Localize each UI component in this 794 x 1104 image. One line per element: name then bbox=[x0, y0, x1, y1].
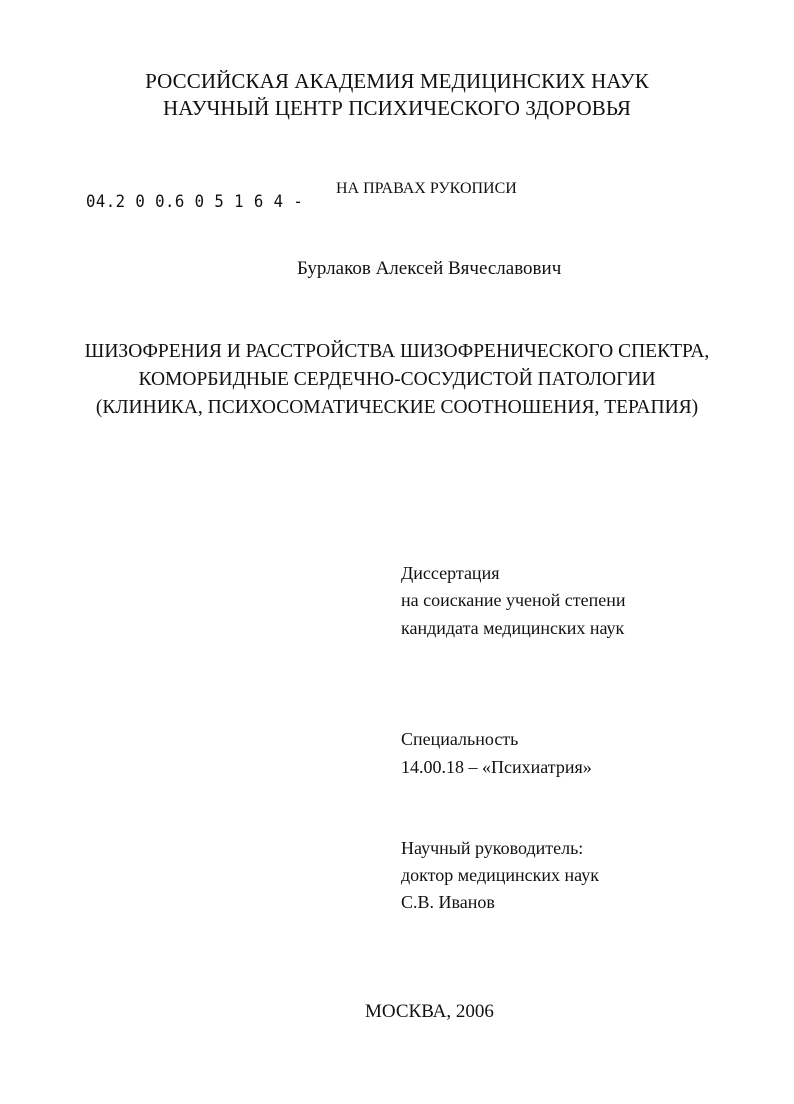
specialty-label: Специальность bbox=[401, 729, 519, 749]
author-name: Бурлаков Алексей Вячеславович bbox=[297, 258, 562, 279]
supervisor-degree: доктор медицинских наук bbox=[401, 865, 599, 885]
title-line-3: (КЛИНИКА, ПСИХОСОМАТИЧЕСКИЕ СООТНОШЕНИЯ, ТЕРАПИЯ) bbox=[95, 397, 699, 418]
dissertation-line-1: Диссертация bbox=[401, 563, 500, 583]
specialty-value: 14.00.18 – «Психиатрия» bbox=[401, 757, 592, 777]
institution-line-1: РОССИЙСКАЯ АКАДЕМИЯ МЕДИЦИНСКИХ НАУК bbox=[145, 69, 649, 93]
city-year: МОСКВА, 2006 bbox=[365, 1001, 494, 1022]
institution-line-2: НАУЧНЫЙ ЦЕНТР ПСИХИЧЕСКОГО ЗДОРОВЬЯ bbox=[163, 96, 631, 120]
dissertation-line-2: на соискание ученой степени bbox=[401, 590, 626, 610]
title-line-1: ШИЗОФРЕНИЯ И РАССТРОЙСТВА ШИЗОФРЕНИЧЕСКОГО СПЕКТРА, bbox=[84, 341, 710, 362]
dissertation-line-3: кандидата медицинских наук bbox=[401, 618, 625, 638]
supervisor-label: Научный руководитель: bbox=[401, 838, 584, 858]
stamp-number: 04.2 0 0.6 0 5 1 6 4 - bbox=[86, 192, 304, 212]
manuscript-rights: НА ПРАВАХ РУКОПИСИ bbox=[336, 180, 517, 197]
title-line-2: КОМОРБИДНЫЕ СЕРДЕЧНО-СОСУДИСТОЙ ПАТОЛОГИИ bbox=[138, 369, 656, 390]
supervisor-name: С.В. Иванов bbox=[401, 892, 495, 912]
